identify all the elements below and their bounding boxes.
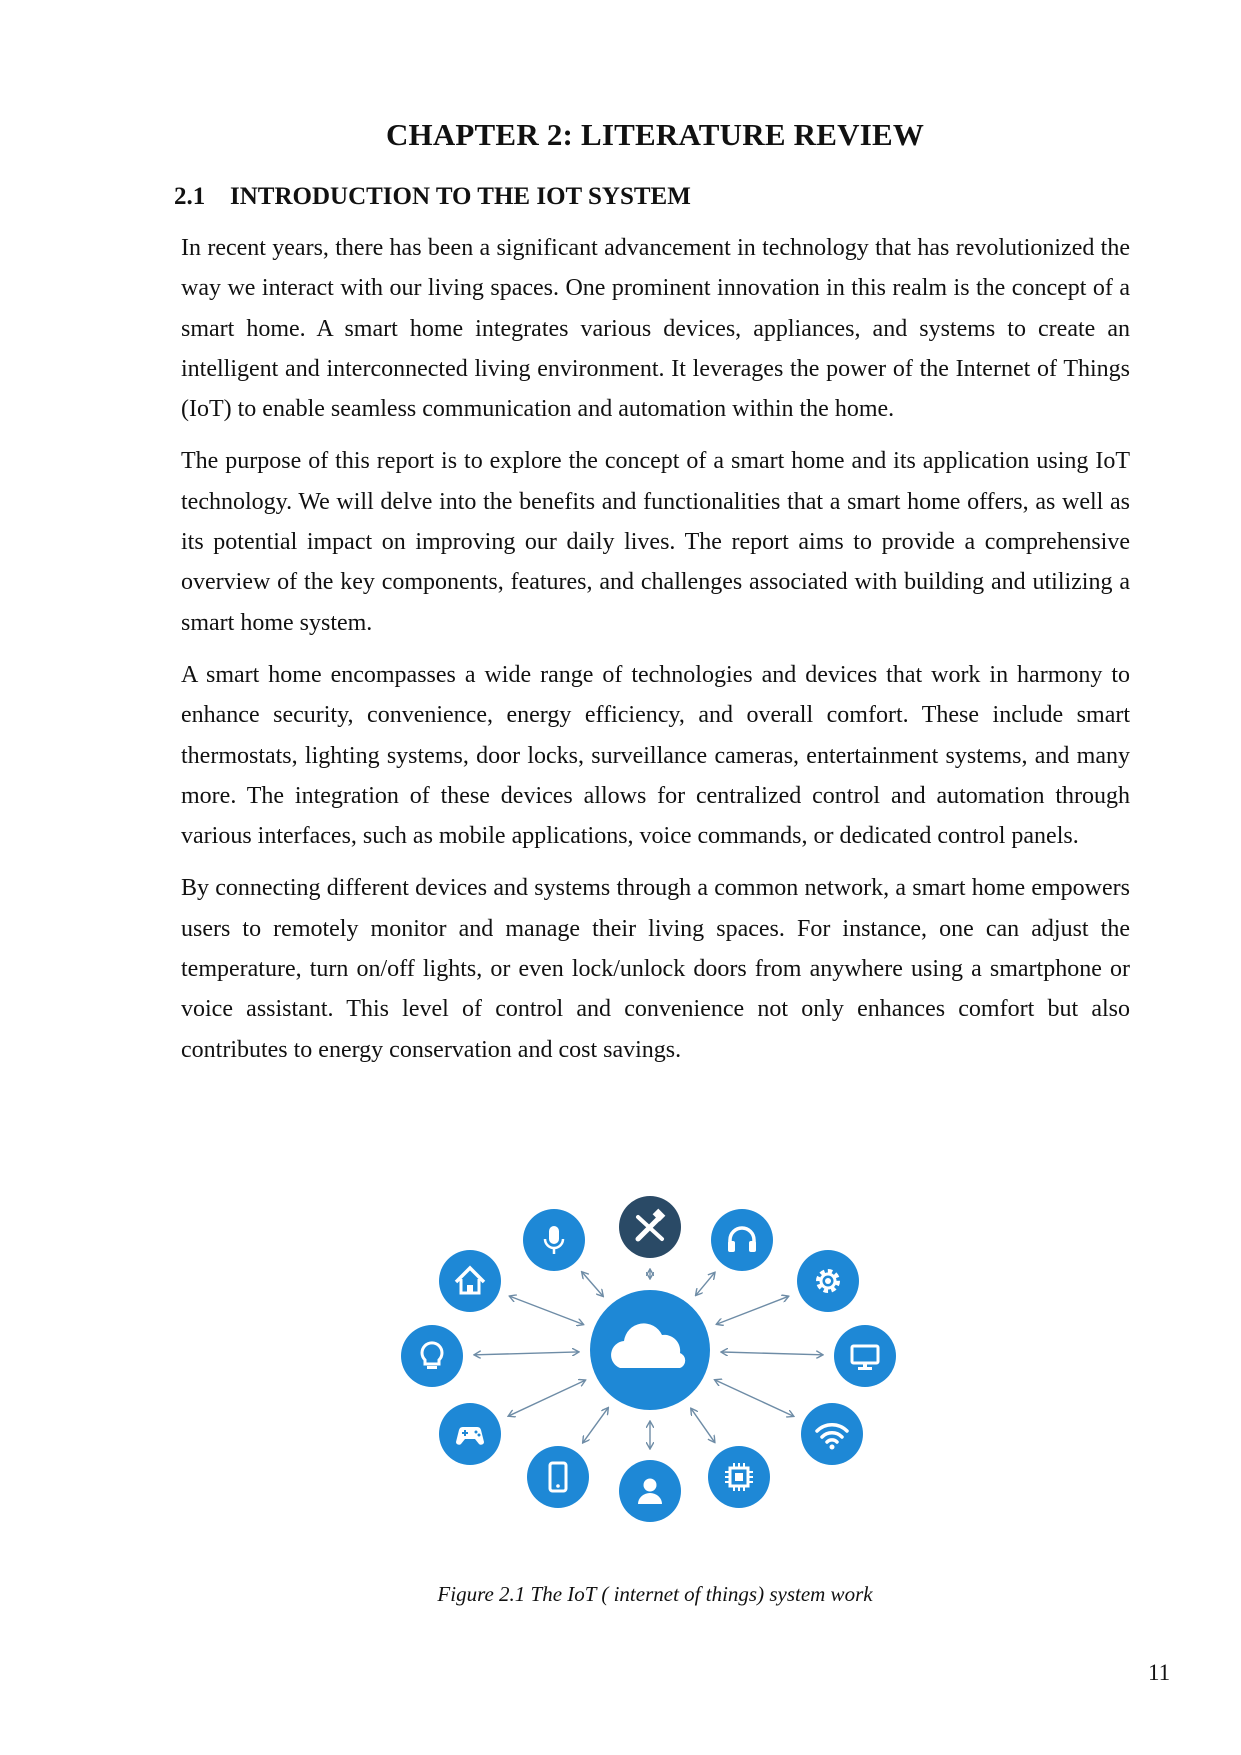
section-number: 2.1 bbox=[174, 183, 206, 210]
home-node bbox=[439, 1250, 501, 1312]
gear-icon bbox=[819, 1272, 837, 1290]
page-number: 11 bbox=[1148, 1660, 1171, 1685]
chip-node bbox=[708, 1446, 770, 1508]
connector-arrow bbox=[691, 1409, 714, 1442]
paragraph-1: In recent years, there has been a significant advancement in technology that has revolutionized the way we interact with our living spaces. One prominent innovation in this realm is the concept of a smart home. A smart home integrates various devices, appliances, and systems to create an intelligent and interconnected living environment. It leverages the power of the Internet of Things (IoT) to enable seamless communication and automation within the home. bbox=[181, 235, 1130, 423]
connector-arrow bbox=[510, 1296, 583, 1324]
connector-arrow bbox=[696, 1273, 714, 1295]
connector-arrow bbox=[722, 1352, 822, 1355]
paragraph-3: A smart home encompasses a wide range of technologies and devices that work in harmony to enhance security, convenience, energy efficiency, and overall comfort. These include smart thermostats, lighting systems, door locks, surveillance cameras, entertainment systems, and many more. The integration of these devices allows for centralized control and automation through various interfaces, such as mobile applications, voice commands, or dedicated control panels. bbox=[181, 661, 1130, 850]
body-text bbox=[181, 228, 1130, 1082]
chip-icon bbox=[725, 1463, 753, 1491]
connector-arrow bbox=[475, 1352, 578, 1355]
connector-arrow bbox=[717, 1297, 788, 1324]
wifi-node bbox=[801, 1403, 863, 1465]
connector-arrow bbox=[509, 1380, 585, 1415]
chapter-title: CHAPTER 2: LITERATURE REVIEW bbox=[385, 117, 925, 152]
figure-caption: Figure 2.1 The IoT ( internet of things) system work bbox=[437, 1582, 873, 1606]
iot-diagram bbox=[380, 1192, 920, 1560]
connector-arrow bbox=[582, 1272, 602, 1295]
section-heading bbox=[174, 183, 691, 211]
section-title: INTRODUCTION TO THE IOT SYSTEM bbox=[230, 183, 691, 210]
paragraph-2: The purpose of this report is to explore the concept of a smart home and its application using IoT technology. We will delve into the benefits and functionalities that a smart home offers, as well as its potential impact on improving our daily lives. The report aims to provide a comprehensive overview of the key components, features, and challenges associated with building and utilizing a smart home system. bbox=[181, 448, 1130, 636]
tools-node bbox=[619, 1196, 681, 1258]
cloud-hub bbox=[590, 1290, 710, 1410]
gear-node bbox=[797, 1250, 859, 1312]
lightbulb-node bbox=[401, 1325, 463, 1387]
smartphone-node bbox=[527, 1446, 589, 1508]
gamepad-node bbox=[439, 1403, 501, 1465]
iot-diagram-svg bbox=[380, 1192, 920, 1560]
microphone-node bbox=[523, 1209, 585, 1271]
connector-arrow bbox=[583, 1408, 608, 1442]
connector-arrow bbox=[715, 1380, 793, 1416]
user-node bbox=[619, 1460, 681, 1522]
paragraph-4: By connecting different devices and systems through a common network, a smart home empowers users to remotely monitor and manage their living spaces. For instance, one can adjust the temperature, turn on/off lights, or even lock/unlock doors from anywhere using a smartphone or voice assistant. This level of control and convenience not only enhances comfort but also contributes to energy conservation and cost savings. bbox=[181, 875, 1130, 1063]
headphones-node bbox=[711, 1209, 773, 1271]
monitor-node bbox=[834, 1325, 896, 1387]
